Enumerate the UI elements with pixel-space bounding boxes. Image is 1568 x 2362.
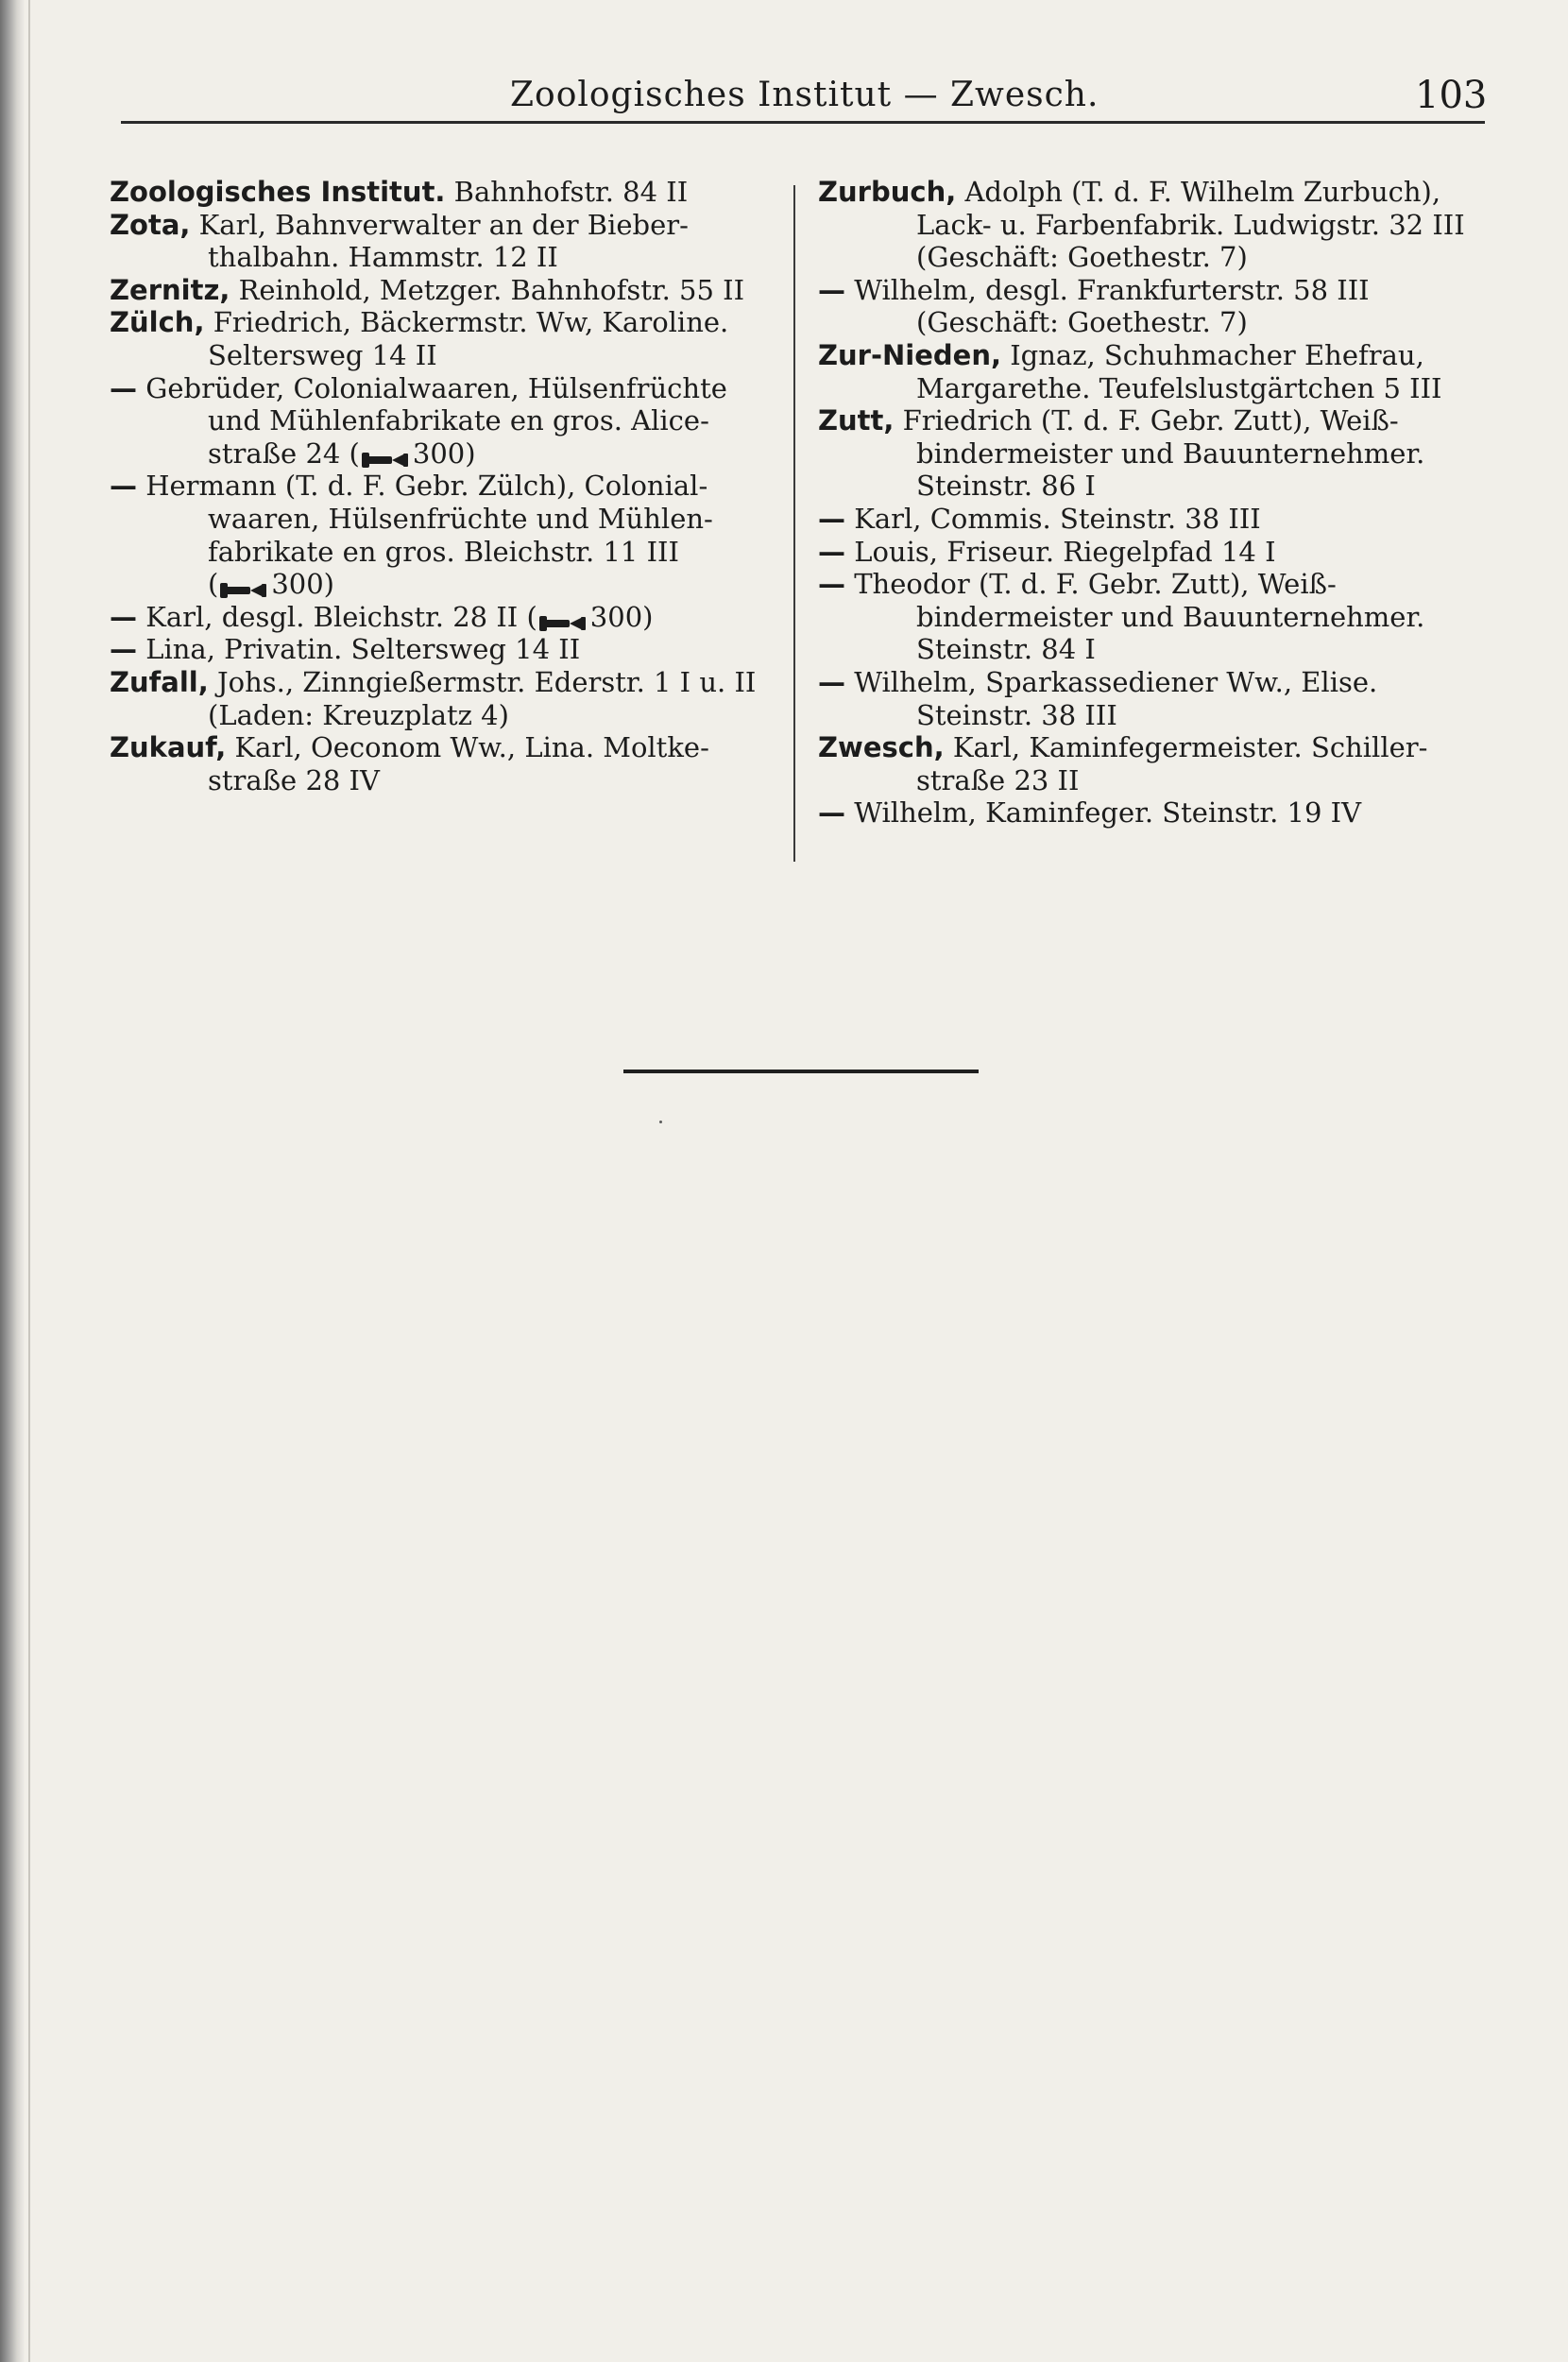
entry-text: Karl, Commis. Steinstr. 38 III xyxy=(854,502,1261,535)
entry-first-line xyxy=(818,568,1483,601)
entry-first-line xyxy=(818,404,1483,437)
entry-text: straße 28 IV xyxy=(208,763,380,796)
entry-text: Lack- u. Farbenfabrik. Ludwigstr. 32 III xyxy=(916,208,1465,241)
entry-text: Friedrich (T. d. F. Gebr. Zutt), Weiß- xyxy=(902,404,1399,437)
entry-text: Ignaz, Schuhmacher Ehefrau, xyxy=(1010,338,1424,371)
directory-entry xyxy=(818,176,1483,274)
entry-surname: Zernitz, xyxy=(110,273,230,306)
entry-continuation-line xyxy=(110,536,775,569)
entry-surname: — xyxy=(818,796,845,830)
entry-continuation-line xyxy=(110,437,775,471)
entry-first-line xyxy=(110,731,775,764)
entry-continuation-line xyxy=(818,764,1483,797)
page-number: 103 xyxy=(1415,74,1488,117)
directory-entry xyxy=(818,731,1483,796)
entry-continuation-line xyxy=(110,339,775,372)
column-divider xyxy=(793,185,795,862)
entry-text: (Laden: Kreuzplatz 4) xyxy=(208,698,509,731)
entry-continuation-line xyxy=(818,306,1483,339)
entry-text: (Geschäft: Goethestr. 7) xyxy=(916,241,1248,274)
entry-surname: — xyxy=(110,470,137,503)
entry-text: Margarethe. Teufelslustgärtchen 5 III xyxy=(916,371,1442,404)
directory-entry xyxy=(110,176,775,209)
entry-continuation-line xyxy=(110,503,775,536)
entry-continuation-line xyxy=(110,404,775,437)
entry-first-line xyxy=(110,306,775,339)
entry-text: straße 24 ( xyxy=(208,436,360,470)
entry-continuation-line xyxy=(818,241,1483,274)
entry-surname: Zurbuch, xyxy=(818,176,957,208)
entry-continuation-line xyxy=(110,699,775,732)
entry-first-line xyxy=(818,731,1483,764)
entry-text: Wilhelm, desgl. Frankfurterstr. 58 III xyxy=(854,273,1370,306)
entry-text: Steinstr. 38 III xyxy=(916,698,1117,731)
directory-entry xyxy=(110,731,775,796)
entry-text: Adolph (T. d. F. Wilhelm Zurbuch), xyxy=(964,176,1441,208)
directory-entry xyxy=(818,503,1483,536)
entry-text: straße 23 II xyxy=(916,763,1080,796)
page-edge-line xyxy=(28,0,30,2362)
entry-text: Gebrüder, Colonialwaaren, Hülsenfrüchte xyxy=(145,371,727,404)
entry-first-line xyxy=(110,470,775,503)
entry-text: bindermeister und Bauunternehmer. xyxy=(916,600,1425,633)
entry-text: Steinstr. 86 I xyxy=(916,470,1096,503)
end-rule xyxy=(623,1070,979,1073)
directory-entry xyxy=(818,274,1483,339)
entry-text: Reinhold, Metzger. Bahnhofstr. 55 II xyxy=(238,273,745,306)
entry-text: und Mühlenfabrikate en gros. Alice- xyxy=(208,404,709,437)
entry-surname: Zufall, xyxy=(110,665,209,698)
right-column xyxy=(818,176,1483,830)
entry-text: Wilhelm, Sparkassediener Ww., Elise. xyxy=(854,665,1378,698)
entry-text: Hermann (T. d. F. Gebr. Zülch), Colonial- xyxy=(145,470,708,503)
running-head xyxy=(0,68,1492,125)
directory-entry xyxy=(110,633,775,666)
entry-text: Johs., Zinngießermstr. Ederstr. 1 I u. II xyxy=(216,665,757,698)
entry-surname: Zur-Nieden, xyxy=(818,338,1001,371)
entry-first-line xyxy=(110,274,775,307)
directory-entry xyxy=(818,404,1483,503)
entry-surname: — xyxy=(110,371,137,404)
directory-entry xyxy=(110,666,775,731)
entry-continuation-line xyxy=(818,437,1483,471)
entry-text: (Geschäft: Goethestr. 7) xyxy=(916,306,1248,339)
entry-text: fabrikate en gros. Bleichstr. 11 III xyxy=(208,535,679,568)
entry-text: Seltersweg 14 II xyxy=(208,338,437,371)
entry-surname: — xyxy=(110,600,137,633)
directory-entry xyxy=(110,601,775,634)
print-speck xyxy=(659,1121,662,1123)
entry-text: ( xyxy=(208,568,219,601)
entry-text: Karl, Oeconom Ww., Lina. Moltke- xyxy=(234,731,709,764)
entry-continuation-line xyxy=(110,764,775,797)
entry-first-line xyxy=(818,666,1483,699)
directory-entry xyxy=(818,666,1483,731)
entry-first-line xyxy=(818,274,1483,307)
directory-entry xyxy=(110,306,775,371)
telephone-handset-icon xyxy=(539,608,587,629)
telephone-handset-icon xyxy=(362,445,409,466)
left-column xyxy=(110,176,775,796)
entry-text: waaren, Hülsenfrüchte und Mühlen- xyxy=(208,502,713,535)
entry-surname: — xyxy=(110,633,137,666)
page-binding-edge xyxy=(0,0,25,2362)
entry-first-line xyxy=(818,176,1483,209)
entry-text: Karl, Bahnverwalter an der Bieber- xyxy=(198,208,689,241)
entry-text: Wilhelm, Kaminfeger. Steinstr. 19 IV xyxy=(854,796,1362,830)
telephone-number: 300) xyxy=(271,568,334,601)
entry-text: Bahnhofstr. 84 II xyxy=(453,176,689,208)
entry-first-line xyxy=(818,339,1483,372)
entry-first-line xyxy=(110,209,775,242)
entry-continuation-line xyxy=(818,601,1483,634)
entry-first-line xyxy=(110,176,775,209)
telephone-number: 300) xyxy=(412,436,476,470)
header-rule xyxy=(121,121,1485,124)
entry-surname: Zwesch, xyxy=(818,731,945,764)
entry-text: Steinstr. 84 I xyxy=(916,633,1096,666)
entry-surname: — xyxy=(818,535,845,568)
running-title: Zoologisches Institut — Zwesch. xyxy=(510,76,1099,114)
entry-surname: — xyxy=(818,568,845,601)
entry-continuation-line xyxy=(818,699,1483,732)
entry-continuation-line xyxy=(818,372,1483,405)
entry-first-line xyxy=(110,372,775,405)
directory-entry xyxy=(818,536,1483,569)
directory-entry xyxy=(110,274,775,307)
entry-surname: — xyxy=(818,502,845,535)
entry-surname: Zutt, xyxy=(818,404,895,437)
entry-text: Louis, Friseur. Riegelpfad 14 I xyxy=(854,535,1276,568)
entry-text: bindermeister und Bauunternehmer. xyxy=(916,436,1425,470)
entry-continuation-line xyxy=(818,209,1483,242)
entry-text: Friedrich, Bäckermstr. Ww, Karoline. xyxy=(213,306,729,339)
entry-first-line xyxy=(818,536,1483,569)
entry-first-line xyxy=(818,503,1483,536)
entry-first-line xyxy=(818,796,1483,830)
entry-surname: Zülch, xyxy=(110,306,205,339)
directory-entry xyxy=(110,209,775,274)
entry-text: Theodor (T. d. F. Gebr. Zutt), Weiß- xyxy=(854,568,1337,601)
telephone-number: 300) xyxy=(589,600,654,633)
entry-surname: Zota, xyxy=(110,208,191,241)
directory-entry xyxy=(818,796,1483,830)
entry-first-line xyxy=(110,666,775,699)
directory-entry xyxy=(110,372,775,471)
entry-first-line xyxy=(110,633,775,666)
entry-continuation-line xyxy=(110,241,775,274)
entry-text: thalbahn. Hammstr. 12 II xyxy=(208,241,558,274)
entry-continuation-line xyxy=(818,470,1483,503)
entry-surname: — xyxy=(818,665,845,698)
entry-text: Karl, Kaminfegermeister. Schiller- xyxy=(952,731,1428,764)
entry-surname: — xyxy=(818,273,845,306)
directory-entry xyxy=(110,470,775,600)
entry-continuation-line xyxy=(818,633,1483,666)
telephone-handset-icon xyxy=(220,575,267,596)
entry-text: Lina, Privatin. Seltersweg 14 II xyxy=(145,633,581,666)
entry-surname: Zukauf, xyxy=(110,731,227,764)
entry-first-line xyxy=(110,601,775,634)
entry-surname: Zoologisches Institut. xyxy=(110,176,446,208)
directory-entry xyxy=(818,568,1483,666)
entry-text: Karl, desgl. Bleichstr. 28 II ( xyxy=(145,600,537,633)
directory-entry xyxy=(818,339,1483,404)
entry-continuation-line xyxy=(110,568,775,601)
